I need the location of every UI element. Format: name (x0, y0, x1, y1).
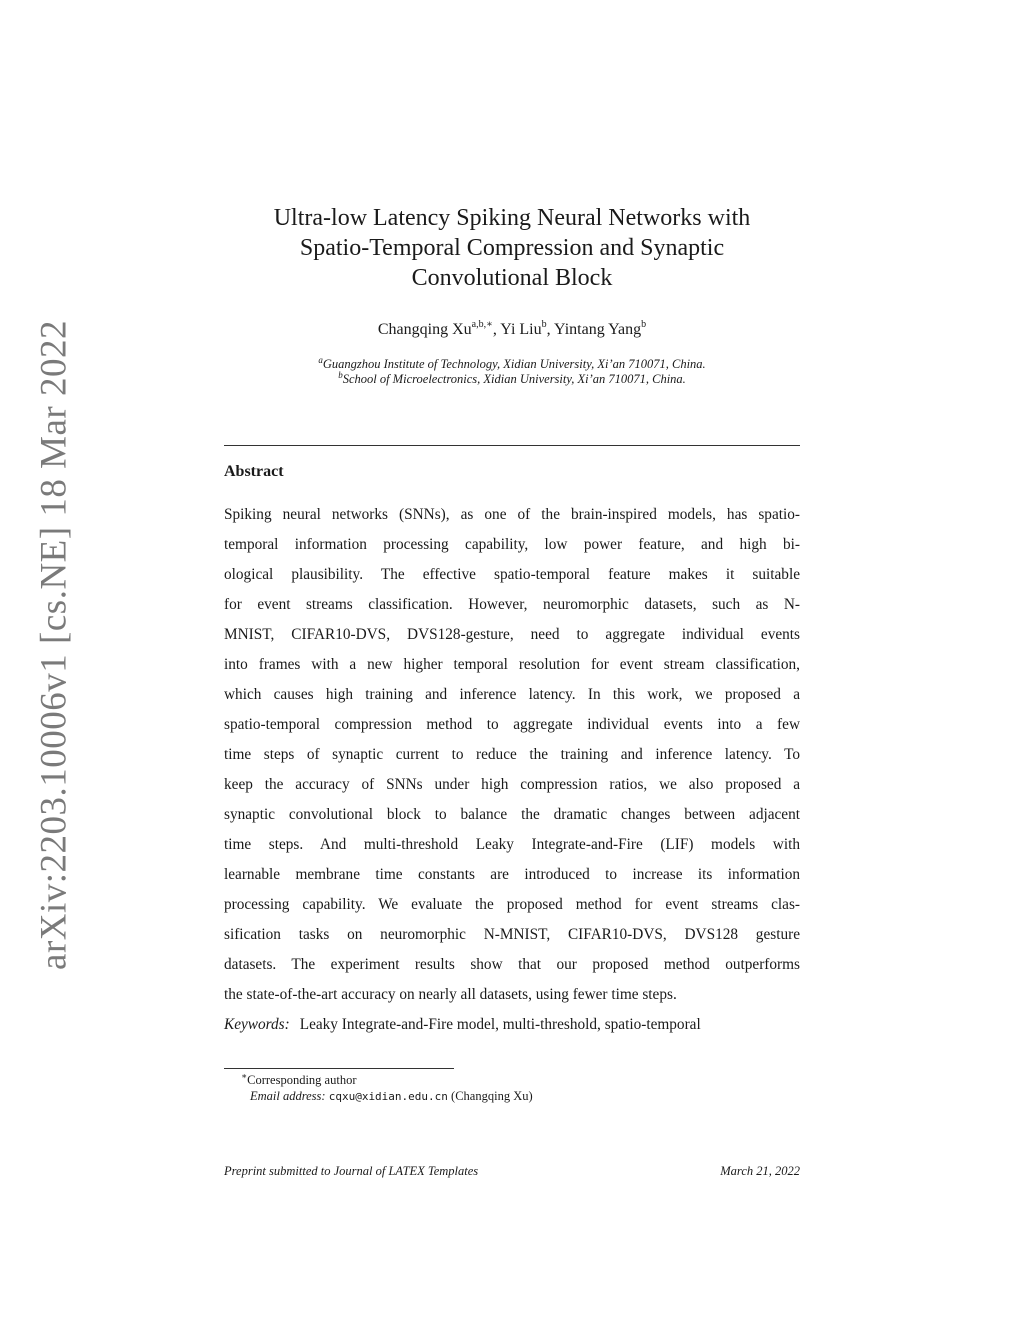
footer-preprint-note: Preprint submitted to Journal of LATEX Templates (224, 1164, 479, 1178)
email-owner: (Changqing Xu) (451, 1089, 533, 1103)
email-label: Email address: (250, 1089, 326, 1103)
abstract-line: sification tasks on neuromorphic N-MNIST, CIFAR10-DVS, DVS128 gesture (224, 926, 800, 943)
abstract-body (224, 500, 800, 1010)
footer-date: March 21, 2022 (720, 1164, 800, 1178)
abstract-line: spatio-temporal compression method to aggregate individual events into a few (224, 716, 800, 733)
abstract-line: datasets. The experiment results show that our proposed method outperforms (224, 956, 800, 973)
abstract-line: MNIST, CIFAR10-DVS, DVS128-gesture, need to aggregate individual events (224, 626, 800, 643)
keywords-text: Leaky Integrate-and-Fire model, multi-threshold, spatio-temporal (299, 1016, 701, 1033)
abstract-line: for event streams classification. However, neuromorphic datasets, such as N- (224, 596, 800, 613)
abstract-line: into frames with a new higher temporal resolution for event stream classification, (224, 656, 800, 673)
affiliation-list (224, 357, 800, 387)
affiliation-mark: a (318, 355, 323, 365)
author-affiliation-mark: b (641, 319, 647, 330)
footnote-email (224, 1088, 533, 1105)
abstract-line: keep the accuracy of SNNs under high compression ratios, we also proposed a (224, 776, 800, 793)
author-separator: , (492, 321, 501, 338)
author-separator: , (546, 321, 555, 338)
abstract-heading: Abstract (224, 463, 284, 480)
abstract-line: learnable membrane time constants are introduced to increase its information (224, 866, 800, 883)
title-line: Ultra-low Latency Spiking Neural Networks with (273, 205, 751, 231)
author-affiliation-mark: a,b,∗ (471, 319, 493, 330)
affiliation-text: Guangzhou Institute of Technology, Xidian University, Xi’an 710071, China. (322, 357, 706, 371)
keywords-label: Keywords: (224, 1016, 290, 1033)
author-name: Yi Liu (500, 321, 542, 338)
abstract-top-rule (224, 445, 800, 446)
abstract-line: processing capability. We evaluate the proposed method for event streams clas- (224, 896, 800, 913)
footnote-mark: ∗ (241, 1071, 248, 1081)
paper-title (224, 203, 800, 293)
footnote-rule (224, 1068, 454, 1069)
affiliation (224, 357, 800, 372)
title-line: Convolutional Block (411, 265, 613, 291)
author-list (224, 320, 800, 340)
author-name: Changqing Xu (377, 321, 472, 338)
abstract-line: which causes high training and inference latency. In this work, we proposed a (224, 686, 800, 703)
abstract-line: time steps. And multi-threshold Leaky Integrate-and-Fire (LIF) models with (224, 836, 800, 853)
abstract-line: temporal information processing capability, low power feature, and high bi- (224, 536, 800, 553)
footnotes (224, 1072, 533, 1105)
abstract-line: ological plausibility. The effective spatio-temporal feature makes it suitable (224, 566, 800, 583)
title-line: Spatio-Temporal Compression and Synaptic (299, 235, 725, 261)
arxiv-identifier-stamp: arXiv:2203.10006v1 [cs.NE] 18 Mar 2022 (33, 320, 75, 970)
author-name: Yintang Yang (554, 321, 642, 338)
affiliation-text: School of Microelectronics, Xidian University, Xi’an 710071, China. (342, 372, 686, 386)
footnote-corresponding (224, 1072, 533, 1088)
abstract-line: the state-of-the-art accuracy on nearly all datasets, using fewer time steps. (224, 986, 677, 1003)
author-affiliation-mark: b (541, 319, 547, 330)
affiliation (224, 372, 800, 387)
affiliation-mark: b (338, 370, 343, 380)
abstract-line: Spiking neural networks (SNNs), as one of the brain-inspired models, has spatio- (224, 506, 800, 523)
abstract-line: time steps of synaptic current to reduce the training and inference latency. To (224, 746, 800, 763)
footnote-text: Corresponding author (247, 1073, 357, 1087)
abstract-line: synaptic convolutional block to balance the dramatic changes between adjacent (224, 806, 800, 823)
email-link[interactable]: cqxu@xidian.edu.cn (328, 1090, 448, 1103)
keywords (224, 1010, 800, 1040)
